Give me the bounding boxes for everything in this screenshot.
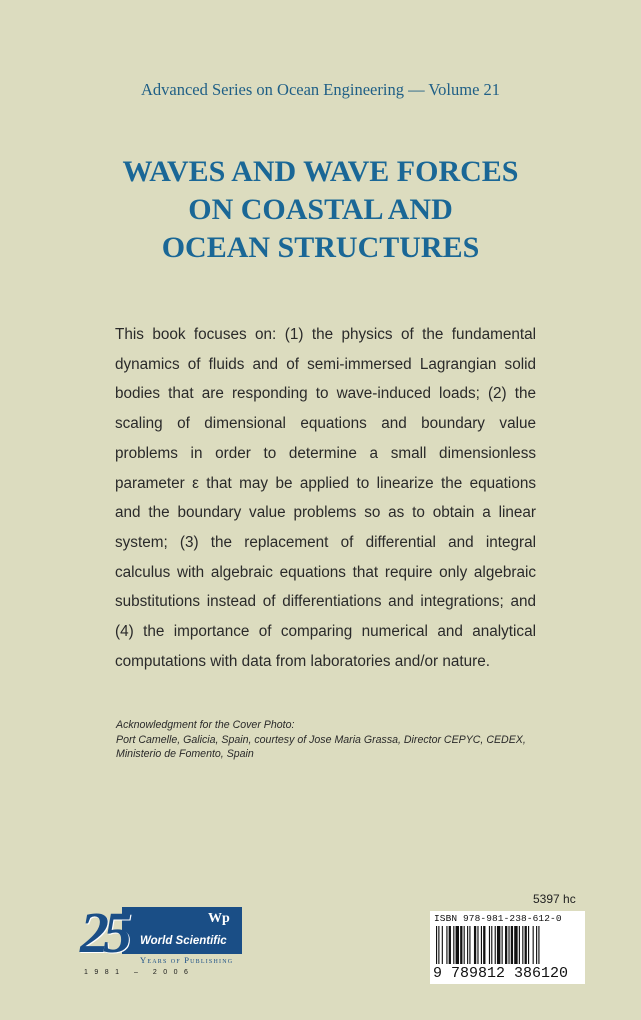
publisher-name: World Scientific [140,935,227,947]
barcode-icon [436,926,579,964]
ack-line-2: Ministerio de Fomento, Spain [116,748,254,761]
series-line: Advanced Series on Ocean Engineering — Volume 21 [140,80,501,99]
book-title [0,153,641,267]
ack-heading: Acknowledgment for the Cover Photo: [116,719,295,731]
anniversary-number: 25 [80,900,126,965]
publisher-years: 1981 – 2006 [84,969,195,976]
barcode-block [430,911,585,984]
price-code: 5397 hc [533,892,576,906]
ean-number: 9 789812 386120 [433,965,569,982]
publisher-logo [80,900,245,980]
isbn-number: ISBN 978-981-238-612-0 [434,913,562,924]
title-line-3: OCEAN STRUCTURES [161,231,480,264]
title-line-2: ON COASTAL AND [188,193,453,226]
book-description: This book focuses on: (1) the physics of the fundamental dynamics of fluids and of semi-immersed Lagrangian solid bodies that are responding to wave-induced loads; (2) the scaling of dimensional equations and boundary value problems in order to determine a small dimensionless parameter ε that may be applied to linearize the equations and the boundary value problems so as to obtain a linear system; (3) the replacement of differential and integral calculus with algebraic equations that require only algebraic substitutions instead of differentiations and integrations; and (4) the importance of comparing numerical and analytical computations with data from laboratories and/or nature. [115,326,536,670]
title-line-1: WAVES AND WAVE FORCES [122,155,519,188]
ack-line-1: Port Camelle, Galicia, Spain, courtesy of Jose Maria Grassa, Director CEPYC, CEDEX, [116,733,526,746]
cover-photo-acknowledgment [116,718,556,762]
publisher-tagline: Years of Publishing [140,955,234,965]
publisher-mark-icon: Wp [208,911,230,926]
